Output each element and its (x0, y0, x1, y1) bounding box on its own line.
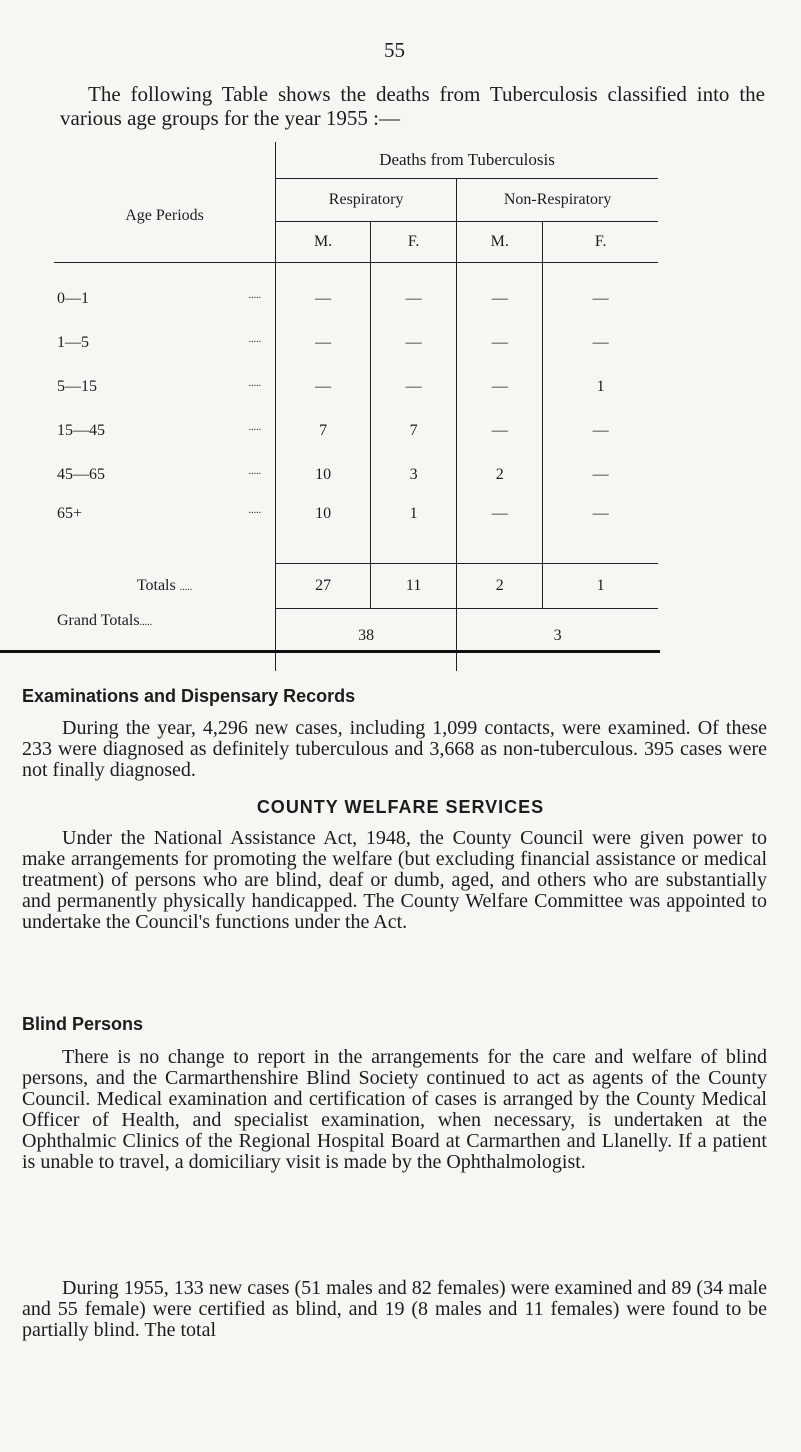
leader-dots: ..... (248, 466, 262, 477)
totals-row (54, 563, 658, 608)
age-periods-header: Age Periods (125, 207, 204, 224)
grand-total-non-respiratory: 3 (457, 608, 658, 671)
cell-nonresp-m: — (457, 497, 543, 563)
nonresp-male-header: M. (457, 222, 543, 263)
totals-label: Totals (136, 576, 176, 594)
respiratory-header: Respiratory (276, 179, 457, 222)
cell-nonresp-f: — (543, 321, 658, 365)
blind-persons-paragraph-1: There is no change to report in the arrangements for the care and welfare of blind persons, and the Carmarthenshire Blind Society continued to act as agents of the County Council. Medical examination and certification of cases is arranged by the County Medical Officer of Health, and specialist examination, when necessary, is undertaken at the Ophthalmic Clinics of the Regional Hospital Board at Carmarthen and Llanelly. If a patient is unable to travel, a domiciliary visit is made by the Ophthalmologist. (22, 1046, 767, 1173)
table-row (54, 365, 658, 409)
resp-female-header: F. (371, 222, 457, 263)
tuberculosis-deaths-table (54, 142, 658, 671)
age-label: 65+ (57, 505, 83, 522)
grand-total-respiratory: 38 (276, 608, 457, 671)
blind-persons-heading: Blind Persons (22, 1014, 144, 1034)
cell-resp-m: — (276, 263, 371, 322)
cell-resp-f: — (371, 365, 457, 409)
total-nonresp-f: 1 (543, 563, 658, 608)
leader-dots: ..... (248, 378, 262, 389)
cell-resp-f: — (371, 321, 457, 365)
leader-dots: ..... (139, 617, 153, 628)
leader-dots: ..... (248, 290, 262, 301)
cell-resp-f: 7 (371, 409, 457, 453)
cell-resp-m: — (276, 321, 371, 365)
age-label: 5—15 (57, 378, 97, 395)
examinations-heading: Examinations and Dispensary Records (22, 686, 356, 706)
page-number: 55 (384, 38, 405, 62)
cell-resp-m: 10 (276, 453, 371, 497)
cell-nonresp-m: — (457, 365, 543, 409)
grand-totals-label: Grand Totals (57, 612, 140, 629)
age-label: 45—65 (57, 466, 105, 483)
county-welfare-paragraph: Under the National Assistance Act, 1948, the County Council were given power to make arrangements for promoting the welfare (but excluding financial assistance or medical treatment) of persons who are blind, deaf or dumb, aged, and others who are substantially and permanently physically handicapped. The County Welfare Committee was appointed to undertake the Council's functions under the Act. (22, 827, 767, 933)
table-row (54, 453, 658, 497)
leader-dots: ..... (248, 422, 262, 433)
table-row (54, 409, 658, 453)
nonresp-female-header: F. (543, 222, 658, 263)
cell-nonresp-m: 2 (457, 453, 543, 497)
table-bottom-rule (0, 650, 660, 653)
cell-nonresp-f: — (543, 409, 658, 453)
leader-dots: ..... (248, 334, 262, 345)
age-label: 0—1 (57, 290, 89, 307)
cell-resp-f: 3 (371, 453, 457, 497)
table-row (54, 497, 658, 563)
cell-nonresp-m: — (457, 263, 543, 322)
age-label: 1—5 (57, 334, 89, 351)
resp-male-header: M. (276, 222, 371, 263)
leader-dots: ..... (179, 581, 193, 593)
cell-nonresp-f: — (543, 497, 658, 563)
cell-resp-m: — (276, 365, 371, 409)
age-label: 15—45 (57, 422, 105, 439)
table-row (54, 263, 658, 322)
cell-resp-m: 10 (276, 497, 371, 563)
cell-nonresp-m: — (457, 321, 543, 365)
non-respiratory-header: Non-Respiratory (457, 179, 658, 222)
examinations-paragraph: During the year, 4,296 new cases, including 1,099 contacts, were examined. Of these 233 were diagnosed as definitely tuberculous and 3,668 as non-tuberculous. 395 cases were not finally diagnosed. (22, 717, 767, 781)
cell-resp-f: — (371, 263, 457, 322)
table-row (54, 321, 658, 365)
cell-resp-f: 1 (371, 497, 457, 563)
county-welfare-heading: COUNTY WELFARE SERVICES (256, 797, 545, 817)
table-title: Deaths from Tuberculosis (276, 142, 658, 179)
leader-dots: ..... (248, 505, 262, 516)
cell-nonresp-f: 1 (543, 365, 658, 409)
total-resp-f: 11 (371, 563, 457, 608)
cell-nonresp-m: — (457, 409, 543, 453)
intro-paragraph: The following Table shows the deaths from Tuberculosis classified into the various age groups for the year 1955 :— (60, 82, 765, 130)
grand-totals-row (54, 608, 658, 671)
total-resp-m: 27 (276, 563, 371, 608)
cell-nonresp-f: — (543, 453, 658, 497)
cell-resp-m: 7 (276, 409, 371, 453)
total-nonresp-m: 2 (457, 563, 543, 608)
cell-nonresp-f: — (543, 263, 658, 322)
blind-persons-paragraph-2: During 1955, 133 new cases (51 males and 82 females) were examined and 89 (34 male and 55 female) were certified as blind, and 19 (8 males and 11 females) were found to be partially blind. The total (22, 1277, 767, 1341)
